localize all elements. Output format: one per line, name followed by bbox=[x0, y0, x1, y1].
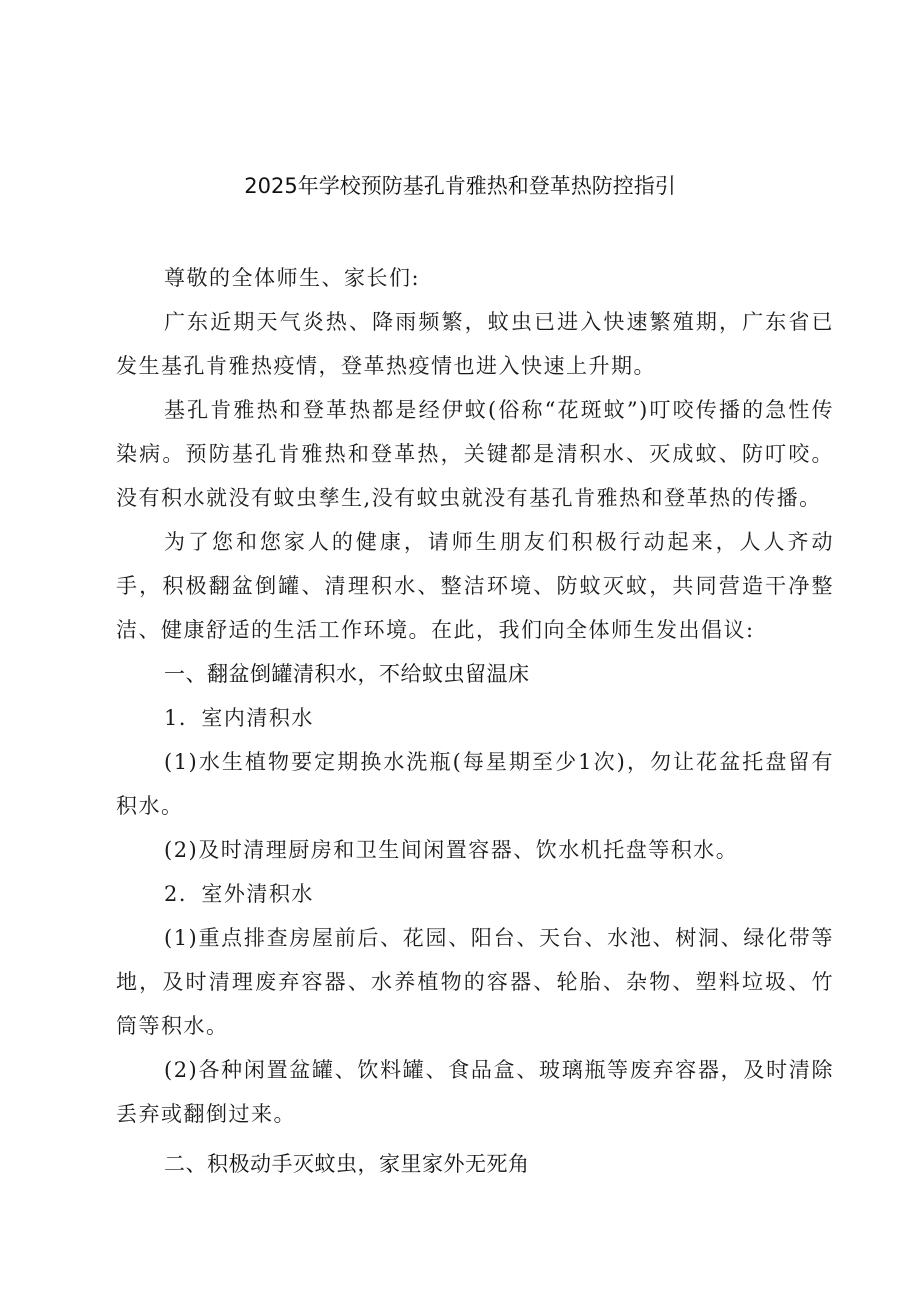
subsection-1-item-2: (2)及时清理厨房和卫生间闲置容器、饮水机托盘等积水。 bbox=[164, 838, 739, 862]
subsection-2-item-1: (1)重点排查房屋前后、花园、阳台、天台、水池、树洞、绿化带等地，及时清理废弃容器、水养植物的容器、轮胎、杂物、塑料垃圾、竹筒等积水。 bbox=[116, 926, 834, 1038]
paragraph-1: 广东近期天气炎热、降雨频繁，蚊虫已进入快速繁殖期，广东省已发生基孔肯雅热疫情，登革热疫情也进入快速上升期。 bbox=[116, 310, 834, 378]
document-title: 2025年学校预防基孔肯雅热和登革热防控指引 bbox=[244, 174, 676, 198]
paragraph-3: 为了您和您家人的健康，请师生朋友们积极行动起来，人人齐动手，积极翻盆倒罐、清理积水、整洁环境、防蚊灭蚊，共同营造干净整洁、健康舒适的生活工作环境。在此，我们向全体师生发出倡议: bbox=[116, 530, 834, 642]
paragraph-2: 基孔肯雅热和登革热都是经伊蚊(俗称“花斑蚊”)叮咬传播的急性传染病。预防基孔肯雅热和登革热，关键都是清积水、灭成蚊、防叮咬。没有积水就没有蚊虫孳生,没有蚊虫就没有基孔肯雅热和登革热的传播。 bbox=[116, 398, 834, 510]
subsection-2-heading: 2．室外清积水 bbox=[164, 882, 314, 906]
subsection-1-item-1: (1)水生植物要定期换水洗瓶(每星期至少1次)，勿让花盆托盘留有积水。 bbox=[116, 750, 834, 818]
greeting: 尊敬的全体师生、家长们: bbox=[164, 266, 421, 290]
section-1-heading: 一、翻盆倒罐清积水，不给蚊虫留温床 bbox=[164, 662, 530, 686]
subsection-2-item-2: (2)各种闲置盆罐、饮料罐、食品盒、玻璃瓶等废弃容器，及时清除丢弃或翻倒过来。 bbox=[116, 1058, 834, 1126]
section-2-heading: 二、积极动手灭蚊虫，家里家外无死角 bbox=[164, 1152, 530, 1176]
subsection-1-heading: 1．室内清积水 bbox=[164, 706, 314, 730]
document-body bbox=[116, 256, 834, 1186]
